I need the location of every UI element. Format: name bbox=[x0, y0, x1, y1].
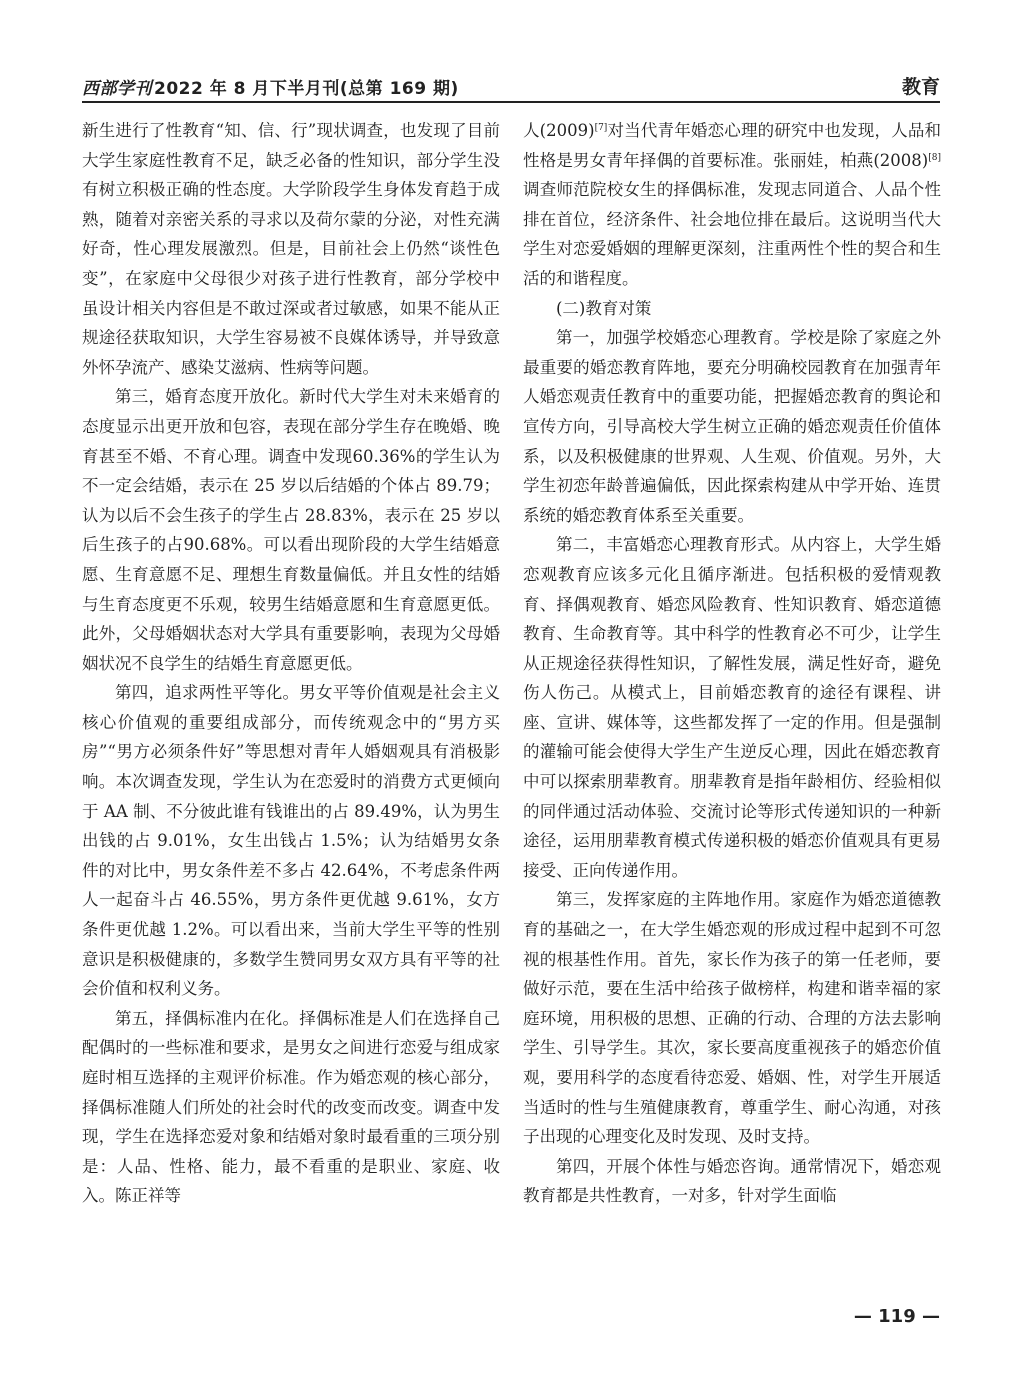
citation-ref: [8] bbox=[928, 152, 941, 163]
citation-ref: [7] bbox=[594, 123, 608, 133]
paragraph: 第二，丰富婚恋心理教育形式。从内容上，大学生婚恋观教育应该多元化且循序渐进。包括积极的爱情观教育、择偶观教育、婚恋风险教育、性知识教育、婚恋道德教育、生命教育等。其中科学的性教育必不可少，让学生从正规途径获得性知识，了解性发展，满足性好奇，避免伤人伤己。从模式上，目前婚恋教育的途径有课程、讲座、宣讲、媒体等，这些都发挥了一定的作用。但是强制的灌输可能会使得大学生产生逆反心理，因此在婚恋教育中可以探索朋辈教育。朋辈教育是指年龄相仿、经验相似的同伴通过活动体验、交流讨论等形式传递知识的一种新途径，运用朋辈教育模式传递积极的婚恋价值观具有更易接受、正向传递作用。 bbox=[523, 535, 941, 880]
section-subheading: (二)教育对策 bbox=[556, 298, 652, 318]
paragraph: 第一，加强学校婚恋心理教育。学校是除了家庭之外最重要的婚恋教育阵地，要充分明确校园教育在加强青年人婚恋观责任教育中的重要功能，把握婚恋教育的舆论和宣传方向，引导高校大学生树立正确的婚恋观责任价值体系，以及积极健康的世界观、人生观、价值观。另外，大学生初恋年龄普遍偏低，因此探索构建从中学开始、连贯系统的婚恋教育体系至关重要。 bbox=[523, 328, 941, 525]
paragraph: 第三，发挥家庭的主阵地作用。家庭作为婚恋道德教育的基础之一，在大学生婚恋观的形成过程中起到不可忽视的根基性作用。首先，家长作为孩子的第一任老师，要做好示范，要在生活中给孩子做榜样，构建和谐幸福的家庭环境，用积极的思想、正确的行动、合理的方法去影响学生、引导学生。其次，家长要高度重视孩子的婚恋价值观，要用科学的态度看待恋爱、婚姻、性，对学生开展适当适时的性与生殖健康教育，尊重学生、耐心沟通，对孩子出现的心理变化及时发现、及时支持。 bbox=[523, 890, 941, 1147]
page-number: — 119 — bbox=[853, 1306, 940, 1327]
journal-logo: 西部学刊 bbox=[82, 79, 152, 99]
text-run: 对当代青年婚恋心理的研究中也发现，人品和性格是男女青年择偶的首要标准。张丽娃，柏燕(2008) bbox=[523, 121, 942, 170]
right-column bbox=[523, 116, 941, 1211]
paragraph: 第四，开展个体性与婚恋咨询。通常情况下，婚恋观教育都是共性教育，一对多，针对学生面临 bbox=[523, 1156, 941, 1206]
header-issue-info bbox=[82, 74, 459, 99]
left-column bbox=[82, 116, 500, 1211]
paragraph bbox=[523, 116, 941, 294]
section-label: 教育 bbox=[901, 76, 940, 98]
paragraph: 第四，追求两性平等化。男女平等价值观是社会主义核心价值观的重要组成部分，而传统观念中的“男方买房”“男方必须条件好”等思想对青年人婚姻观具有消极影响。本次调查发现，学生认为在恋爱时的消费方式更倾向于 AA 制、不分彼此谁有钱谁出的占 89.49%，认为男生出钱的占 9.01%，女生出钱占 1.5%；认为结婚男女条件的对比中，男女条件差不多占 42.64%，不考虑条件两人一起奋斗占 46.55%，男方条件更优越 9.61%，女方条件更优越 1.2%。可以看出来，当前大学生平等的性别意识是积极健康的，多数学生赞同男女双方具有平等的社会价值和权利义务。 bbox=[82, 683, 500, 999]
text-run: 人(2009) bbox=[523, 121, 595, 140]
header-divider bbox=[82, 101, 940, 103]
paragraph: 新生进行了性教育“知、信、行”现状调查，也发现了目前大学生家庭性教育不足，缺乏必备的性知识，部分学生没有树立积极正确的性态度。大学阶段学生身体发育趋于成熟，随着对亲密关系的寻求以及荷尔蒙的分泌，对性充满好奇，性心理发展激烈。但是，目前社会上仍然“谈性色变”，在家庭中父母很少对孩子进行性教育，部分学校中虽设计相关内容但是不敢过深或者过敏感，如果不能从正规途径获取知识，大学生容易被不良媒体诱导，并导致意外怀孕流产、感染艾滋病、性病等问题。 bbox=[82, 121, 500, 377]
paragraph: 第三，婚育态度开放化。新时代大学生对未来婚育的态度显示出更开放和包容，表现在部分学生存在晚婚、晚育甚至不婚、不育心理。调查中发现60.36%的学生认为不一定会结婚，表示在 25 岁以后结婚的个体占 89.79；认为以后不会生孩子的学生占 28.83%，表示在 25 岁以后生孩子的占90.68%。可以看出现阶段的大学生结婚意愿、生育意愿不足、理想生育数量偏低。并且女性的结婚与生育态度更不乐观，较男生结婚意愿和生育意愿更低。此外，父母婚姻状态对大学具有重要影响，表现为父母婚姻状况不良学生的结婚生育意愿更低。 bbox=[82, 387, 500, 673]
running-header bbox=[82, 70, 940, 100]
text-run: 调查师范院校女生的择偶标准，发现志同道合、人品个性排在首位，经济条件、社会地位排在最后。这说明当代大学生对恋爱婚姻的理解更深刻，注重两性个性的契合和生活的和谐程度。 bbox=[523, 180, 941, 288]
issue-label: 2022 年 8 月下半月刊(总第 169 期) bbox=[154, 79, 459, 99]
paragraph: 第五，择偶标准内在化。择偶标准是人们在选择自己配偶时的一些标准和要求，是男女之间进行恋爱与组成家庭时相互选择的主观评价标准。作为婚恋观的核心部分，择偶标准随人们所处的社会时代的改变而改变。调查中发现，学生在选择恋爱对象和结婚对象时最看重的三项分别是：人品、性格、能力，最不看重的是职业、家庭、收入。陈正祥等 bbox=[82, 1008, 500, 1206]
